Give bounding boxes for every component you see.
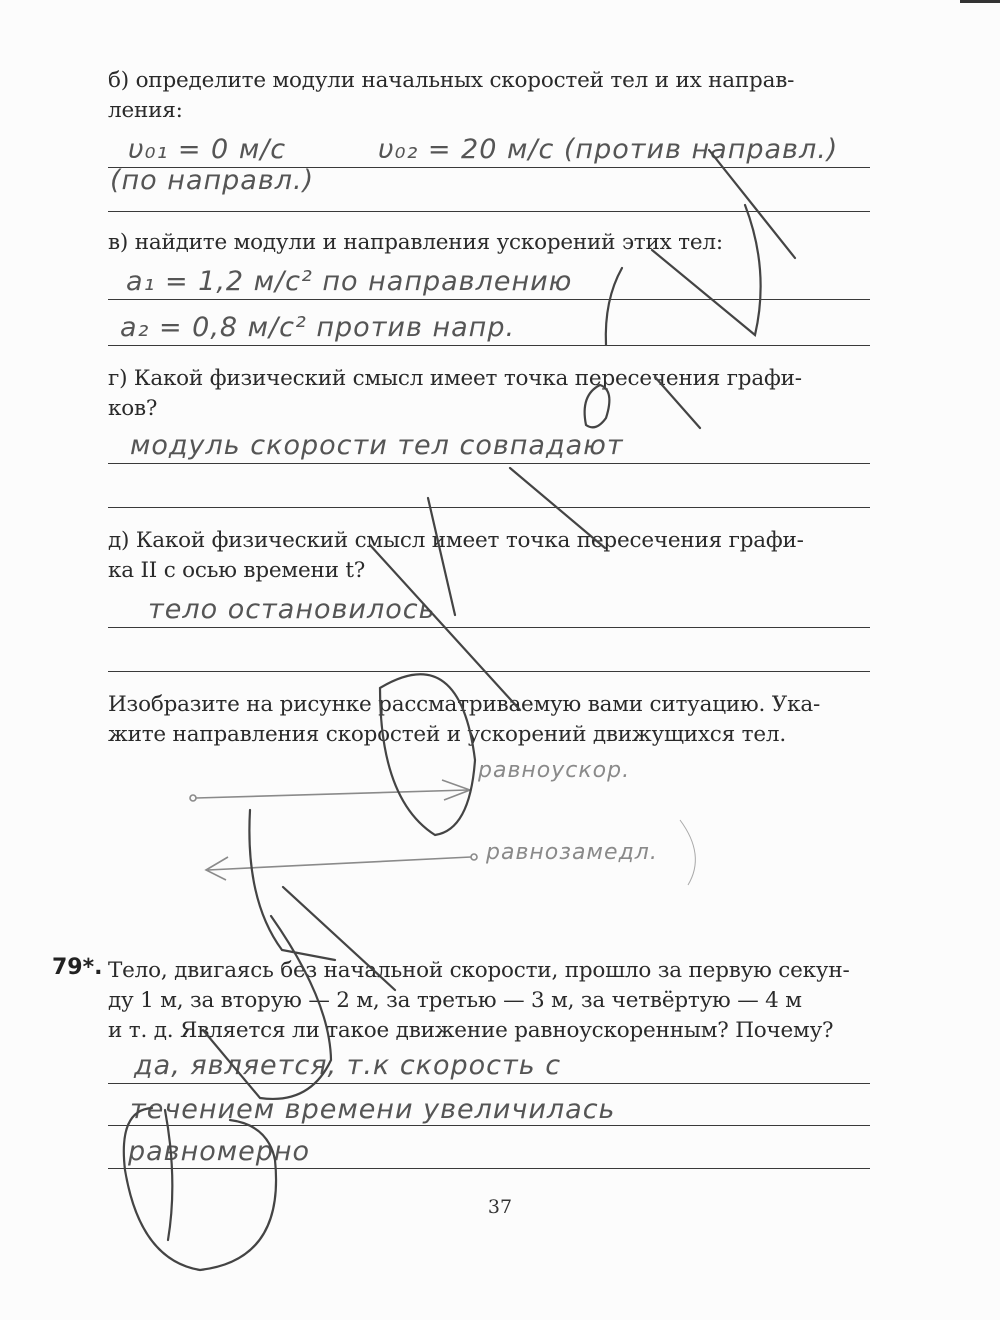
question-v-prompt: [108, 228, 870, 258]
task-79-line3: и т. д. Является ли такое движение равноускоренным? Почему?: [108, 1018, 834, 1043]
page-number: 37: [487, 1196, 513, 1218]
answer-g: модуль скорости тел совпадают: [130, 430, 624, 461]
question-b-prompt: [108, 66, 870, 126]
answer-line: [108, 1168, 870, 1169]
task-79-prompt: [108, 956, 870, 1046]
label-uniformly-decelerated: равнозамедл.: [486, 840, 658, 865]
question-g-line2: ков?: [108, 396, 158, 421]
question-v-line1: в) найдите модули и направления ускорений этих тел:: [108, 230, 723, 255]
question-b-line1: б) определите модули начальных скоростей тел и их направ-: [108, 68, 795, 93]
answer-line: [108, 1083, 870, 1084]
answer-line: [108, 627, 870, 628]
question-d-line2: ка II с осью времени t?: [108, 558, 366, 583]
answer-v-a1: a₁ = 1,2 м/с² по направлению: [126, 266, 573, 297]
answer-line: [108, 345, 870, 346]
velocity-arrow-left-icon: [206, 854, 477, 880]
answer-line: [108, 167, 870, 168]
question-d-prompt: [108, 526, 870, 586]
answer-79-line1: да, является, т.к скорость с: [134, 1050, 562, 1081]
drawing-task-line1: Изобразите на рисунке рассматриваемую вами ситуацию. Ука-: [108, 692, 821, 717]
answer-b-v01: υ₀₁ = 0 м/с: [128, 134, 287, 165]
task-79-line2: ду 1 м, за вторую — 2 м, за третью — 3 м, за четвёртую — 4 м: [108, 988, 802, 1013]
answer-b-direction: (по направл.): [110, 165, 315, 196]
task-number: 79*.: [52, 955, 103, 980]
answer-v-a2: a₂ = 0,8 м/с² против напр.: [120, 312, 516, 343]
answer-line: [108, 671, 870, 672]
label-uniformly-accelerated: равноускор.: [478, 758, 631, 783]
answer-79-line2: течением времени увеличилась: [130, 1094, 616, 1125]
answer-b-v02: υ₀₂ = 20 м/с (против направл.): [378, 134, 839, 165]
answer-line: [108, 211, 870, 212]
question-b-line2: ления:: [108, 98, 183, 123]
answer-line: [108, 507, 870, 508]
velocity-arrow-right-icon: [190, 780, 470, 801]
answer-line: [108, 463, 870, 464]
answer-line: [108, 1125, 870, 1126]
drawing-task-prompt: [108, 690, 870, 750]
task-79-line1: Тело, двигаясь без начальной скорости, прошло за первую секун-: [108, 958, 850, 983]
question-g-prompt: [108, 364, 870, 424]
answer-79-line3: равномерно: [128, 1136, 311, 1167]
answer-line: [108, 299, 870, 300]
bracket-icon: [680, 820, 695, 885]
question-d-line1: д) Какой физический смысл имеет точка пересечения графи-: [108, 528, 804, 553]
drawing-task-line2: жите направления скоростей и ускорений движущихся тел.: [108, 722, 786, 747]
answer-d: тело остановилось: [148, 594, 436, 625]
scan-edge-mark: [960, 0, 1000, 3]
question-g-line1: г) Какой физический смысл имеет точка пересечения графи-: [108, 366, 802, 391]
